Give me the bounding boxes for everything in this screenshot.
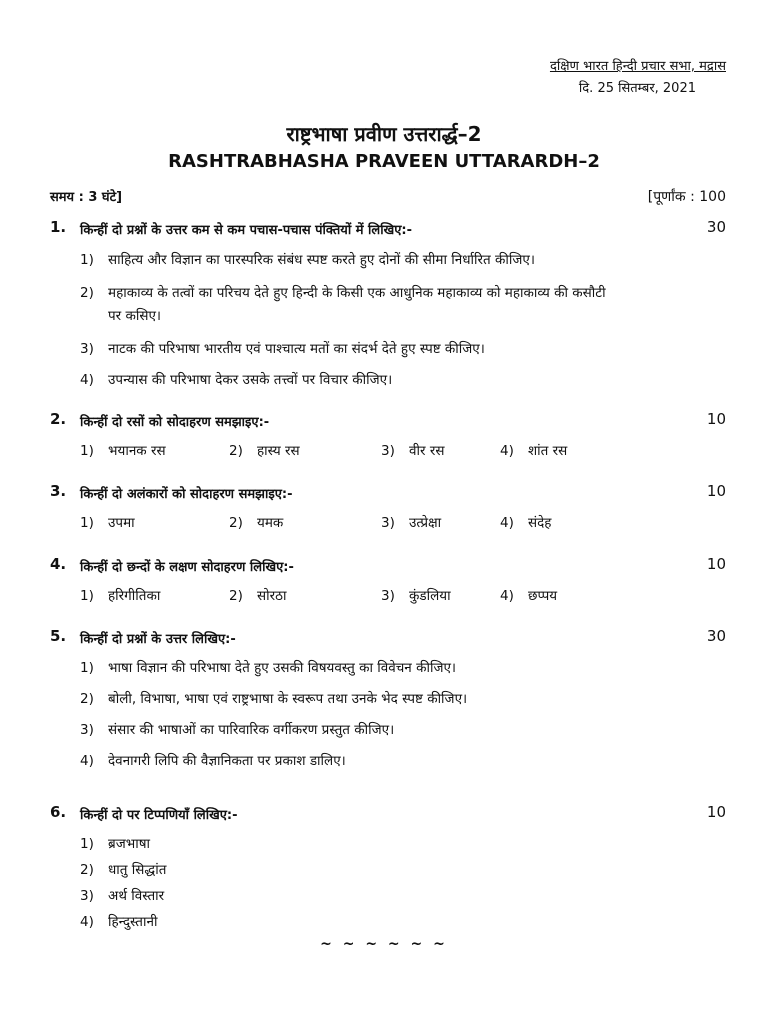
question-text: किन्हीं दो प्रश्नों के उत्तर लिखिए:- xyxy=(80,632,236,647)
end-marker: ~ ~ ~ ~ ~ ~ xyxy=(320,936,448,952)
option-text: उत्प्रेक्षा xyxy=(409,515,442,531)
option xyxy=(229,513,283,531)
question-text: किन्हीं दो रसों को सोदाहरण समझाइए:- xyxy=(80,415,270,430)
sub-question-continuation: पर कसिए। xyxy=(108,308,162,324)
option-text: हास्य रस xyxy=(257,443,300,459)
sub-question-number: 2) xyxy=(80,285,94,301)
option xyxy=(500,441,567,459)
sub-question-number: 2) xyxy=(80,691,94,707)
sub-question-number: 1) xyxy=(80,660,94,676)
option-text: शांत रस xyxy=(528,443,568,459)
option xyxy=(80,513,135,531)
sub-question-number: 1) xyxy=(80,252,94,268)
question-marks: 30 xyxy=(706,627,726,645)
option-number: 3) xyxy=(381,443,395,459)
sub-question xyxy=(80,886,164,904)
exam-date: दि. 25 सितम्बर, 2021 xyxy=(578,81,696,96)
option-text: छप्पय xyxy=(528,588,558,604)
sub-question-number: 4) xyxy=(80,753,94,769)
sub-question-number: 4) xyxy=(80,914,94,930)
option-text: उपमा xyxy=(108,515,135,531)
option-text: यमक xyxy=(257,515,284,531)
sub-question xyxy=(80,834,150,852)
sub-question-number: 1) xyxy=(80,836,94,852)
option-number: 1) xyxy=(80,588,94,604)
option xyxy=(381,513,441,531)
total-marks: [पूर्णांक : 100 xyxy=(647,189,726,205)
sub-question xyxy=(80,689,467,707)
sub-question xyxy=(80,339,485,357)
sub-question-number: 3) xyxy=(80,722,94,738)
sub-question-text: उपन्यास की परिभाषा देकर उसके तत्त्वों पर विचार कीजिए। xyxy=(108,372,393,388)
option-number: 4) xyxy=(500,515,514,531)
option-number: 2) xyxy=(229,515,243,531)
question-text: किन्हीं दो छन्दों के लक्षण सोदाहरण लिखिए:- xyxy=(80,560,294,575)
question-number: 3. xyxy=(50,482,67,500)
sub-question xyxy=(80,658,456,676)
organization-name: दक्षिण भारत हिन्दी प्रचार सभा, मद्रास xyxy=(549,59,726,74)
option xyxy=(500,513,551,531)
option xyxy=(80,586,160,604)
option-number: 3) xyxy=(381,515,395,531)
option-number: 3) xyxy=(381,588,395,604)
sub-question-number: 4) xyxy=(80,372,94,388)
option-text: सोरठा xyxy=(257,588,287,604)
option-text: कुंडलिया xyxy=(409,588,451,604)
question-number: 6. xyxy=(50,803,67,821)
option xyxy=(500,586,557,604)
sub-question xyxy=(80,283,606,301)
sub-question-text: हिन्दुस्तानी xyxy=(108,914,158,930)
paper-title-english: RASHTRABHASHA PRAVEEN UTTARARDH–2 xyxy=(168,151,600,172)
question-text: किन्हीं दो अलंकारों को सोदाहरण समझाइए:- xyxy=(80,487,293,502)
question-number: 2. xyxy=(50,410,67,428)
question-marks: 10 xyxy=(706,803,726,821)
sub-question-text: संसार की भाषाओं का पारिवारिक वर्गीकरण प्रस्तुत कीजिए। xyxy=(108,722,395,738)
exam-duration: समय : 3 घंटे] xyxy=(50,190,123,205)
sub-question xyxy=(80,370,392,388)
paper-title-hindi: राष्ट्रभाषा प्रवीण उत्तरार्द्ध–2 xyxy=(286,122,482,146)
sub-question-number: 3) xyxy=(80,888,94,904)
option-text: संदेह xyxy=(528,515,552,531)
question-marks: 10 xyxy=(706,410,726,428)
sub-question-text: भाषा विज्ञान की परिभाषा देते हुए उसकी विषयवस्तु का विवेचन कीजिए। xyxy=(108,660,457,676)
sub-question-text: बोली, विभाषा, भाषा एवं राष्ट्रभाषा के स्वरूप तथा उनके भेद स्पष्ट कीजिए। xyxy=(108,691,468,707)
option xyxy=(381,586,451,604)
question-text: किन्हीं दो पर टिप्पणियाँ लिखिए:- xyxy=(80,808,238,823)
question-marks: 10 xyxy=(706,555,726,573)
question-text: किन्हीं दो प्रश्नों के उत्तर कम से कम पचास-पचास पंक्तियों में लिखिए:- xyxy=(80,223,412,238)
option xyxy=(229,441,300,459)
sub-question-text: धातु सिद्धांत xyxy=(108,862,167,878)
sub-question-text: नाटक की परिभाषा भारतीय एवं पाश्चात्य मतों का संदर्भ देते हुए स्पष्ट कीजिए। xyxy=(108,341,485,357)
sub-question-text: अर्थ विस्तार xyxy=(108,888,165,904)
option xyxy=(229,586,286,604)
question-number: 5. xyxy=(50,627,67,645)
option xyxy=(80,441,166,459)
option-number: 2) xyxy=(229,588,243,604)
option-number: 2) xyxy=(229,443,243,459)
option-number: 1) xyxy=(80,515,94,531)
sub-question-text: महाकाव्य के तत्वों का परिचय देते हुए हिन्दी के किसी एक आधुनिक महाकाव्य को महाकाव्य की कसौटी xyxy=(108,285,606,301)
sub-question-text: ब्रजभाषा xyxy=(108,836,151,852)
question-number: 4. xyxy=(50,555,67,573)
sub-question-text: देवनागरी लिपि की वैज्ञानिकता पर प्रकाश डालिए। xyxy=(108,753,346,769)
sub-question-number: 2) xyxy=(80,862,94,878)
option-text: वीर रस xyxy=(409,443,445,459)
sub-question xyxy=(80,250,535,268)
question-marks: 30 xyxy=(706,218,726,236)
question-marks: 10 xyxy=(706,482,726,500)
option xyxy=(381,441,444,459)
sub-question xyxy=(80,860,166,878)
option-text: हरिगीतिका xyxy=(108,588,161,604)
sub-question xyxy=(80,751,346,769)
sub-question-text: साहित्य और विज्ञान का पारस्परिक संबंध स्पष्ट करते हुए दोनों की सीमा निर्धारित कीजिए। xyxy=(108,252,535,268)
sub-question xyxy=(80,720,394,738)
option-number: 4) xyxy=(500,443,514,459)
sub-question xyxy=(80,912,157,930)
option-number: 1) xyxy=(80,443,94,459)
sub-question-number: 3) xyxy=(80,341,94,357)
option-text: भयानक रस xyxy=(108,443,166,459)
question-number: 1. xyxy=(50,218,67,236)
option-number: 4) xyxy=(500,588,514,604)
